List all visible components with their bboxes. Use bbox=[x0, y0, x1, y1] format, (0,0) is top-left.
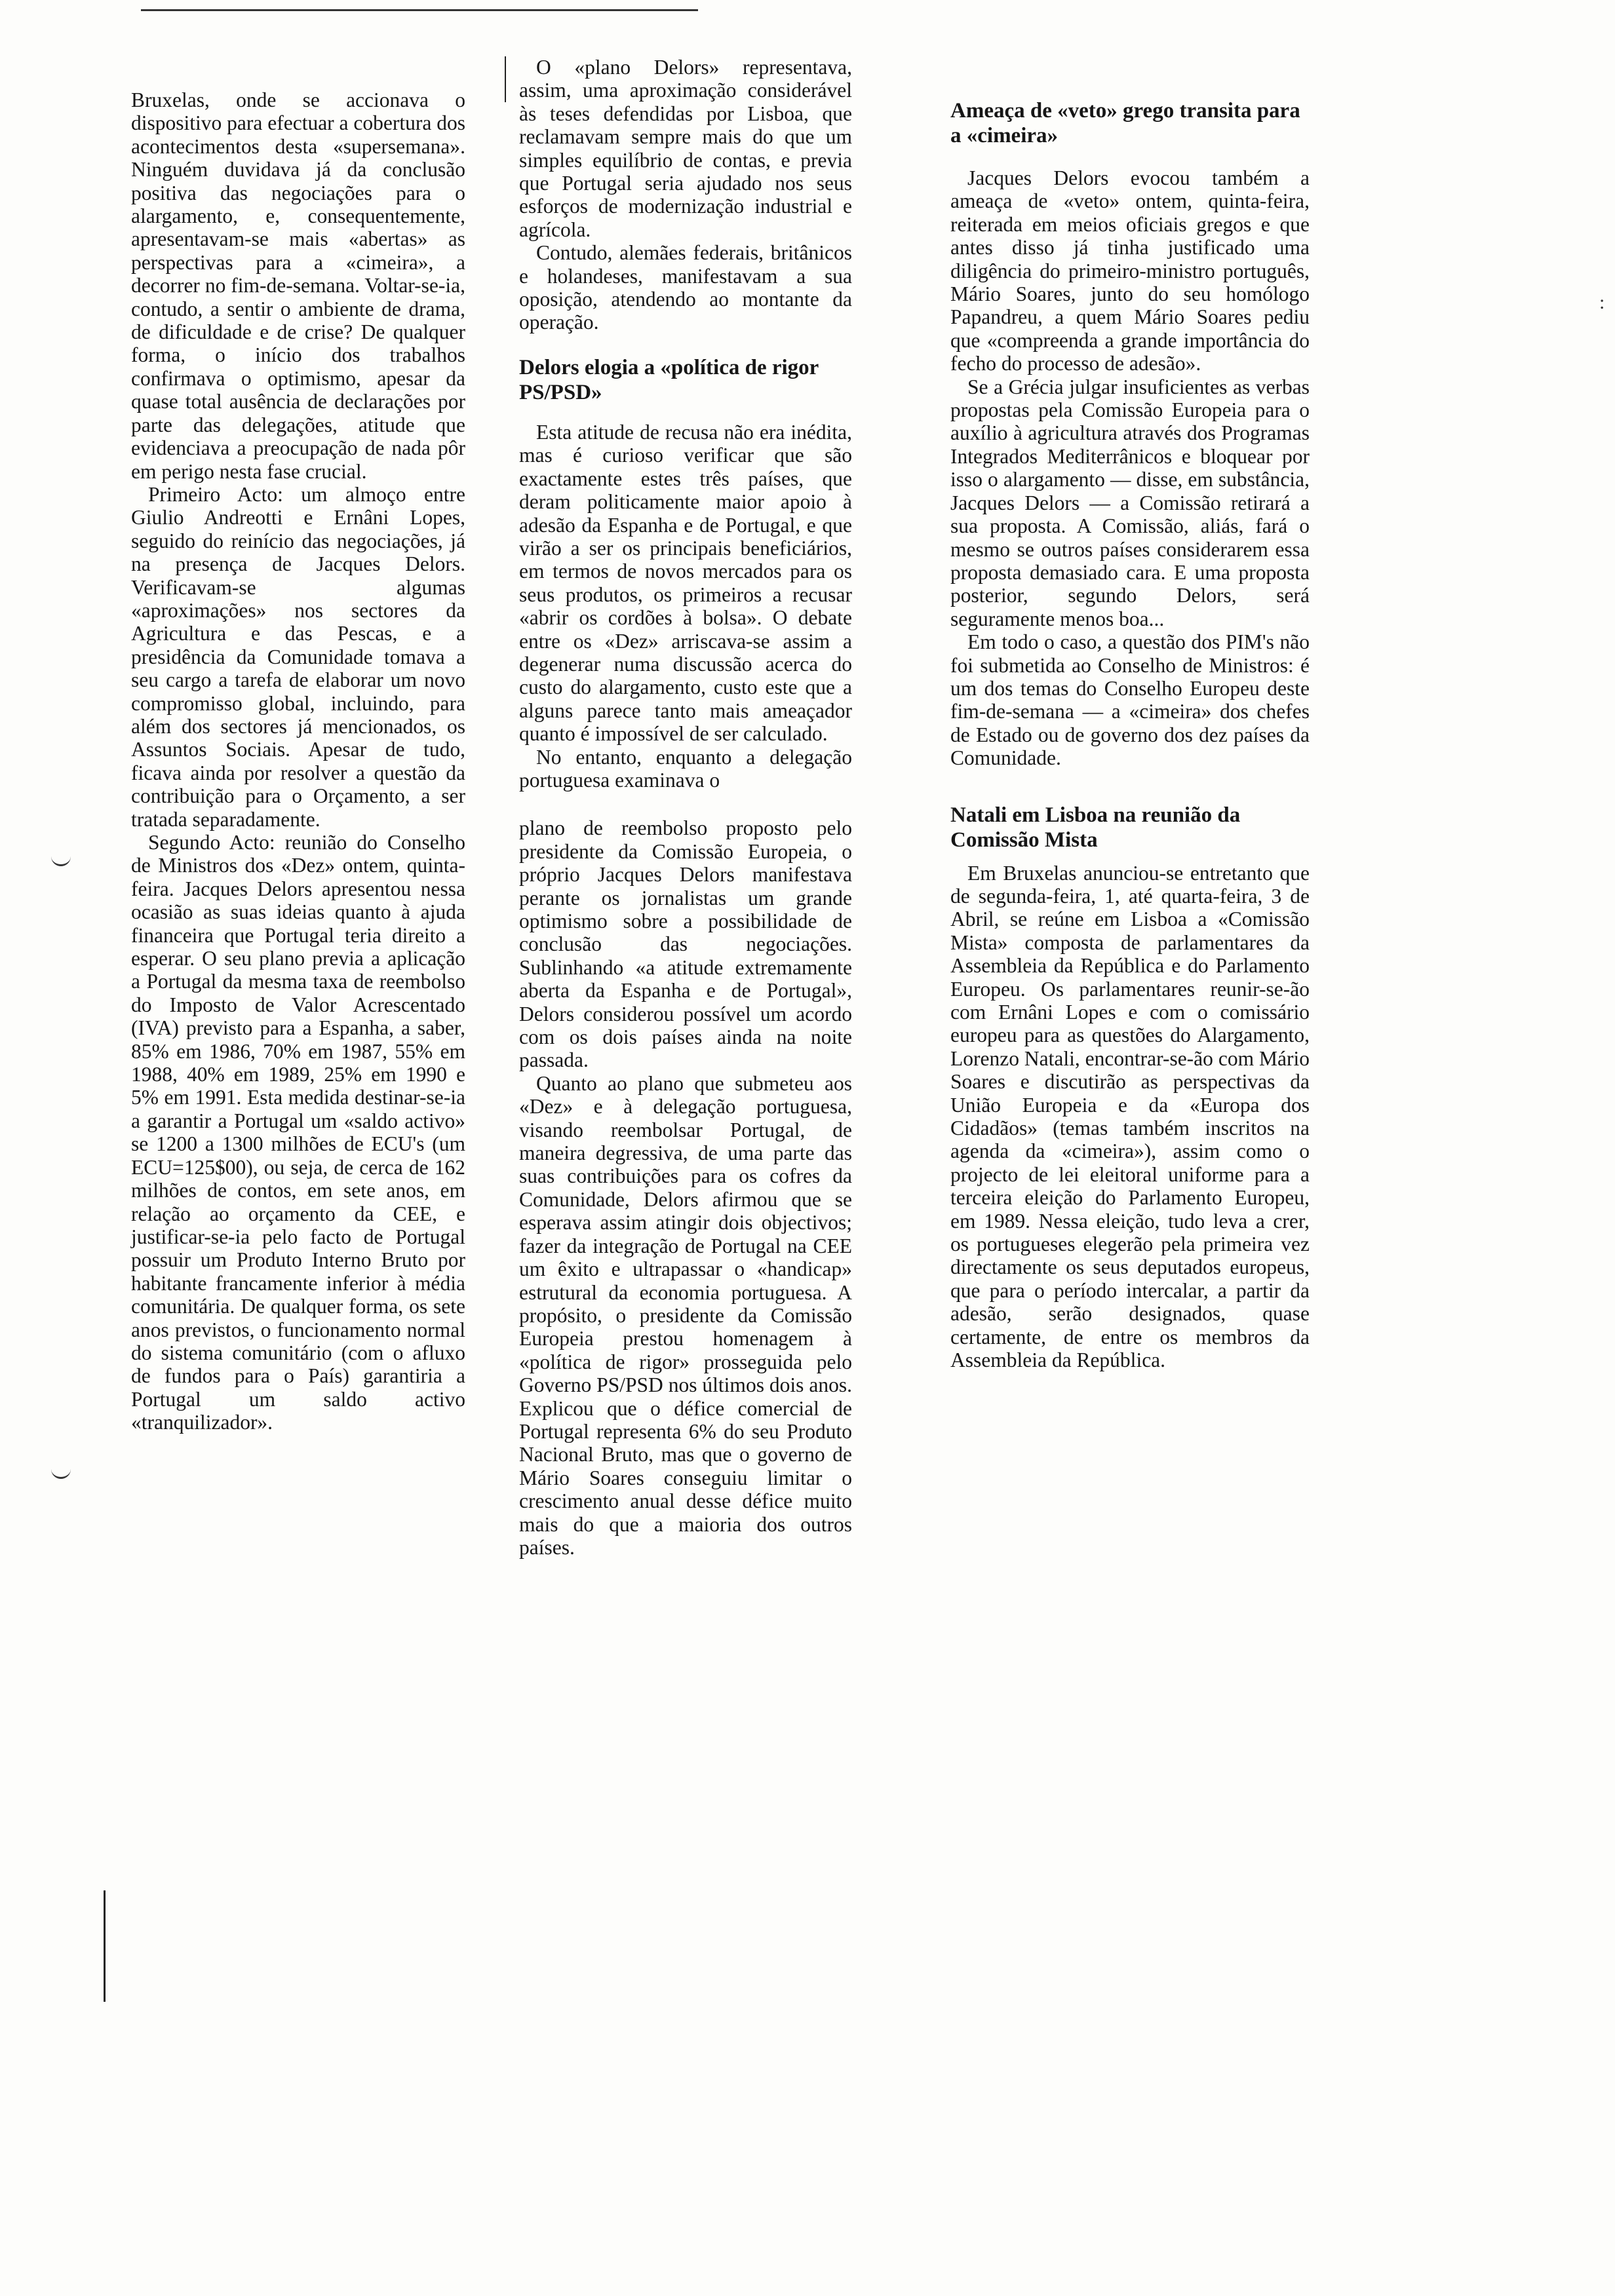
paragraph: Em Bruxelas anunciou-se entretanto que de segunda-feira, 1, até quarta-feira, 3 de Abril, se reúne em Lisboa a «Comissão Mista» composta de parlamentares da Assembleia da República e do Parlamento Europeu. Os parlamentares reunir-se-ão com Ernâni Lopes e com o comissário europeu para as questões do Alargamento, Lorenzo Natali, encontrar-se-ão com Mário Soares e discutirão as perspectivas da União Europeia e da «Europa dos Cidadãos» (temas também inscritos na agenda da «cimeira»), assim como o projecto de lei eleitoral uniforme para a terceira eleição do Parlamento Europeu, em 1989. Nessa eleição, tudo leva a crer, os portugueses elegerão pela primeira vez directamente os seus deputados europeus, que para o período intercalar, a partir da adesão, serão designados, quase certamente, de entre os membros da Assembleia da República. bbox=[950, 861, 1310, 1372]
paragraph: O «plano Delors» representava, assim, uma aproximação considerável às teses defendidas por Lisboa, que reclamavam sempre mais do que um simples equilíbrio de contas, e previa que Portugal seria ajudado nos seus esforços de modernização industrial e agrícola. bbox=[519, 56, 852, 241]
paragraph: Jacques Delors evocou também a ameaça de «veto» ontem, quinta-feira, reiterada em meios oficiais gregos e que antes disso já tinha justificado uma diligência do primeiro-ministro português, Mário Soares, junto do seu homólogo Papandreu, a quem Mário Soares pediu que «compreenda a grande importância do fecho do processo de adesão». bbox=[950, 166, 1310, 375]
top-rule bbox=[141, 9, 698, 11]
paragraph: Bruxelas, onde se accionava o dispositivo para efectuar a cobertura dos acontecimentos desta «supersemana». Ninguém duvidava já da conclusão positiva das negociações para o alargamento, e, consequentemente, apresentavam-se mais «abertas» as perspectivas para a «cimeira», a decorrer no fim-de-semana. Voltar-se-ia, contudo, a sentir o ambiente de drama, de dificuldade e de crise? De qualquer forma, o início dos trabalhos confirmava o optimismo, apesar da quase total ausência de declarações por parte das delegações, atitude que evidenciava a preocupação de nada pôr em perigo nesta fase crucial. bbox=[131, 88, 465, 483]
paragraph: Esta atitude de recusa não era inédita, mas é curioso verificar que são exactamente estes três países, que deram politicamente maior apoio à adesão da Espanha e de Portugal, e que virão a ser os principais beneficiários, em termos de novos mercados para os seus produtos, os primeiros a recusar «abrir os cordões à bolsa». O debate entre os «Dez» arriscava-se assim a degenerar numa discussão acerca do custo do alargamento, custo este que a alguns parece tanto mais ameaçador quanto é impossível de ser calculado. bbox=[519, 420, 852, 746]
paragraph: Segundo Acto: reunião do Conselho de Ministros dos «Dez» ontem, quinta-feira. Jacques Delors apresentou nessa ocasião as suas ideias quanto à ajuda financeira que Portugal teria direito a esperar. O seu plano previa a aplicação a Portugal da mesma taxa de reembolso do Imposto de Valor Acrescentado (IVA) previsto para a Espanha, a saber, 85% em 1986, 70% em 1987, 55% em 1988, 40% em 1989, 25% em 1990 e 5% em 1991. Esta medida destinar-se-ia a garantir a Portugal um «saldo activo» se 1200 a 1300 milhões de ECU's (um ECU=125$00), ou seja, de cerca de 162 milhões de contos, em sete anos, em relação ao orçamento da CEE, e justificar-se-ia pelo facto de Portugal possuir um Produto Interno Bruto por habitante francamente inferior à média comunitária. De qualquer forma, os sete anos previstos, o funcionamento normal do sistema comunitário (com o afluxo de fundos para o País) garantiria a Portugal um saldo activo «tranquilizador». bbox=[131, 831, 465, 1434]
paragraph: Quanto ao plano que submeteu aos «Dez» e à delegação portuguesa, visando reembolsar Portugal, de maneira degressiva, de uma parte das suas contribuições para os cofres da Comunidade, Delors afirmou que se esperava assim atingir dois objectivos; fazer da integração de Portugal na CEE um êxito e ultrapassar o «handicap» estrutural da economia portuguesa. A propósito, o presidente da Comissão Europeia prestou homenagem à «política de rigor» prosseguida pelo Governo PS/PSD nos últimos dois anos. Explicou que o défice comercial de Portugal representa 6% do seu Produto Nacional Bruto, mas que o governo de Mário Soares conseguiu limitar o crescimento anual desse défice muito mais do que a maioria dos outros países. bbox=[519, 1071, 852, 1559]
margin-mark-upper bbox=[51, 855, 71, 866]
article-column-middle bbox=[519, 56, 852, 1559]
section-heading: Delors elogia a «política de rigor PS/PSD» bbox=[519, 355, 819, 404]
section-heading: Ameaça de «veto» grego transita para a «cimeira» bbox=[950, 99, 1300, 147]
column-2-left-rule bbox=[505, 56, 506, 102]
article-column-right bbox=[950, 98, 1310, 1372]
paragraph: Se a Grécia julgar insuficientes as verbas propostas pela Comissão Europeia para o auxílio à agricultura através dos Programas Integrados Mediterrânicos e bloquear por isso o alargamento — disse, em substância, Jacques Delors — a Comissão retirará a sua proposta. A Comissão, aliás, fará o mesmo se outros países considerarem essa proposta demasiado cara. E uma proposta posterior, segundo Delors, será seguramente menos boa... bbox=[950, 375, 1310, 630]
paragraph: No entanto, enquanto a delegação portuguesa examinava o bbox=[519, 745, 852, 792]
column-1-side-rule bbox=[104, 1890, 106, 2002]
paragraph: Em todo o caso, a questão dos PIM's não foi submetida ao Conselho de Ministros: é um dos temas do Conselho Europeu deste fim-de-semana — a «cimeira» dos chefes de Estado ou de governo dos dez países da Comunidade. bbox=[950, 630, 1310, 770]
article-column-left bbox=[131, 88, 465, 1434]
margin-mark-right: : bbox=[1599, 292, 1605, 313]
section-heading: Natali em Lisboa na reunião da Comissão Mista bbox=[950, 803, 1241, 852]
paragraph: plano de reembolso proposto pelo presidente da Comissão Europeia, o próprio Jacques Delors manifestava perante os jornalistas um grande optimismo sobre a possibilidade de conclusão das negociações. Sublinhando «a atitude extremamente aberta da Espanha e de Portugal», Delors considerou possível um acordo com os dois países ainda na noite passada. bbox=[519, 816, 852, 1072]
margin-mark-lower bbox=[51, 1468, 71, 1479]
paragraph: Contudo, alemães federais, britânicos e holandeses, manifestavam a sua oposição, atendendo ao montante da operação. bbox=[519, 241, 852, 334]
paragraph: Primeiro Acto: um almoço entre Giulio Andreotti e Ernâni Lopes, seguido do reinício das negociações, já na presença de Jacques Delors. Verificavam-se algumas «aproximações» nos sectores da Agricultura e das Pescas, e a presidência da Comunidade tomava a seu cargo a tarefa de elaborar um novo compromisso global, incluindo, para além dos sectores já mencionados, os Assuntos Sociais. Apesar de tudo, ficava ainda por resolver a questão da contribuição para o Orçamento, a ser tratada separadamente. bbox=[131, 482, 465, 831]
